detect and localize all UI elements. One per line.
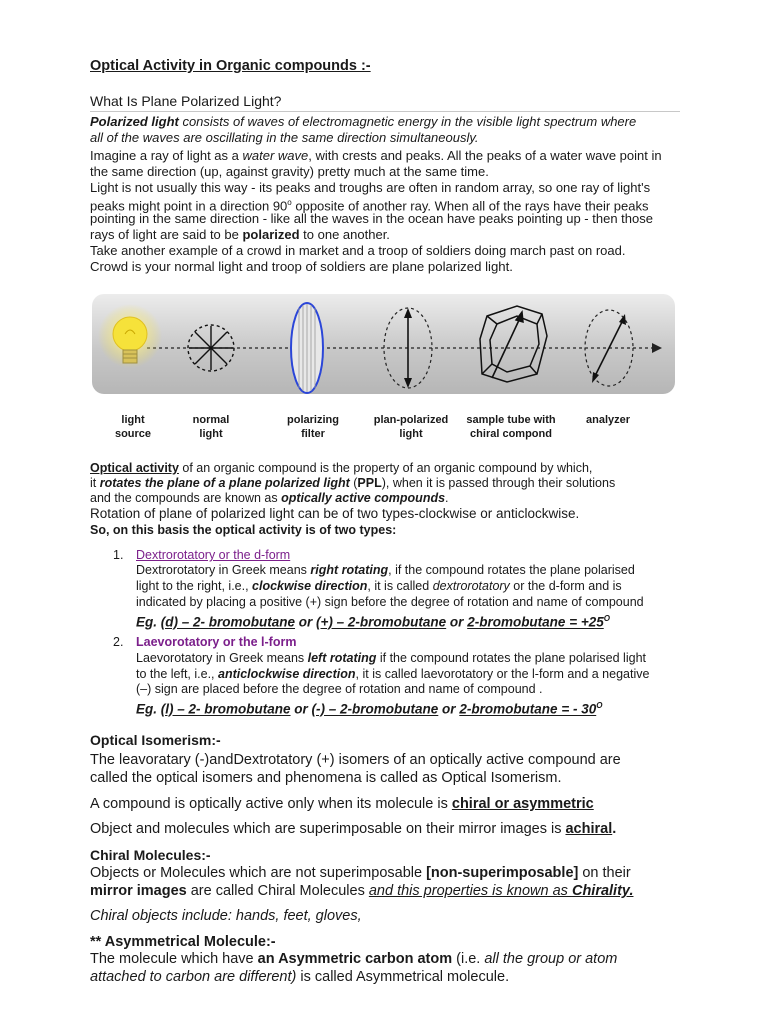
intro-line-2: all of the waves are oscillating in the same direction simultaneously. xyxy=(90,130,479,145)
chiral-heading: Chiral Molecules:- xyxy=(90,847,211,863)
label-plane-polarized-light: plan-polarized light xyxy=(373,414,449,440)
list-number-2: 2. xyxy=(113,635,124,649)
polarization-diagram-svg xyxy=(92,294,675,394)
list-number-1: 1. xyxy=(113,548,124,562)
intro-line-8: rays of light are said to be polarized to one another. xyxy=(90,227,390,242)
label-light-source: light source xyxy=(114,414,152,440)
type-2-line-3: (–) sign are placed before the degree of rotation and name of compound . xyxy=(136,682,543,696)
intro-line-3: Imagine a ray of light as a water wave, with crests and peaks. All the peaks of a water wave point in xyxy=(90,148,662,163)
activity-line-5: So, on this basis the optical activity is of two types: xyxy=(90,523,397,537)
page-title: Optical Activity in Organic compounds :- xyxy=(90,58,371,74)
polarizing-filter-icon xyxy=(291,303,323,393)
isomerism-line-2: called the optical isomers and phenomena is called as Optical Isomerism. xyxy=(90,770,562,786)
intro-line-9: Take another example of a crowd in market and a troop of soldiers doing march past on road. xyxy=(90,243,626,258)
chiral-line-1: Objects or Molecules which are not superimposable [non-superimposable] on their xyxy=(90,865,631,881)
isomerism-line-1: The leavoratary (-)andDextrotatory (+) isomers of an optically active compound are xyxy=(90,752,621,768)
section-question: What Is Plane Polarized Light? xyxy=(90,93,282,109)
polarization-diagram xyxy=(92,294,675,394)
intro-line-1: Polarized light consists of waves of electromagnetic energy in the visible light spectrum where xyxy=(90,114,637,129)
intro-line-4: the same direction (up, against gravity) pretty much at the same time. xyxy=(90,164,489,179)
beam-arrowhead-icon xyxy=(652,343,662,353)
label-polarizing-filter: polarizing filter xyxy=(287,414,339,440)
intro-line-10: Crowd is your normal light and troop of soldiers are plane polarized light. xyxy=(90,259,513,274)
asym-line-1: The molecule which have an Asymmetric carbon atom (i.e. all the group or atom xyxy=(90,951,618,967)
asym-heading: ** Asymmetrical Molecule:- xyxy=(90,934,276,950)
intro-line-6: peaks might point in a direction 90$^o$ opposite of another ray. When all of the rays have their peaks xyxy=(90,198,649,214)
type-1-line-3: indicated by placing a positive (+) sign before the degree of rotation and name of compound xyxy=(136,595,644,609)
chiral-line-2: mirror images are called Chiral Molecules and this properties is known as Chirality. xyxy=(90,883,634,899)
sample-tube-icon xyxy=(480,306,547,382)
divider xyxy=(90,111,680,112)
activity-line-3: and the compounds are known as optically active compounds. xyxy=(90,491,449,505)
type-1-heading: Dextrorotatory or the d-form xyxy=(136,548,291,562)
asym-line-2: attached to carbon are different) is called Asymmetrical molecule. xyxy=(90,969,510,985)
chiral-condition: A compound is optically active only when its molecule is chiral or asymmetric xyxy=(90,796,594,812)
activity-line-1: Optical activity of an organic compound is the property of an organic compound by which, xyxy=(90,461,593,475)
type-2-line-1: Laevorotatory in Greek means left rotating if the compound rotates the plane polarised light xyxy=(136,651,646,665)
chiral-examples: Chiral objects include: hands, feet, gloves, xyxy=(90,908,362,924)
activity-line-2: it rotates the plane of a plane polarized light (PPL), when it is passed through their solutions xyxy=(90,476,616,490)
type-2-line-2: to the left, i.e., anticlockwise direction, it is called laevorotatory or the l-form and a negative xyxy=(136,667,650,681)
isomerism-heading: Optical Isomerism:- xyxy=(90,732,221,748)
label-normal-light: normal light xyxy=(192,414,230,440)
label-analyzer: analyzer xyxy=(585,414,631,426)
intro-line-7: pointing in the same direction - like all the waves in the ocean have peaks pointing up - then those xyxy=(90,211,653,226)
intro-line-5: Light is not usually this way - its peaks and troughs are often in random array, so one ray of light's xyxy=(90,180,651,195)
normal-light-icon xyxy=(188,325,234,371)
type-1-line-1: Dextrorotatory in Greek means right rotating, if the compound rotates the plane polarised xyxy=(136,563,635,577)
light-bulb-icon xyxy=(98,304,162,368)
label-sample-tube: sample tube with chiral compond xyxy=(466,414,556,440)
type-1-line-2: light to the right, i.e., clockwise direction, it is called dextrorotatory or the d-form and is xyxy=(136,579,622,593)
type-2-example: Eg. (l) – 2- bromobutane or (-) – 2-bromobutane or 2-bromobutane = - $30^O$ xyxy=(136,701,603,717)
type-1-example: Eg. (d) – 2- bromobutane or (+) – 2-bromobutane or 2-bromobutane = $+25^O$ xyxy=(136,614,610,630)
type-2-heading: Laevorotatory or the l-form xyxy=(136,635,297,649)
achiral-definition: Object and molecules which are superimposable on their mirror images is achiral. xyxy=(90,821,617,837)
activity-line-4: Rotation of plane of polarized light can be of two types-clockwise or anticlockwise. xyxy=(90,506,580,521)
